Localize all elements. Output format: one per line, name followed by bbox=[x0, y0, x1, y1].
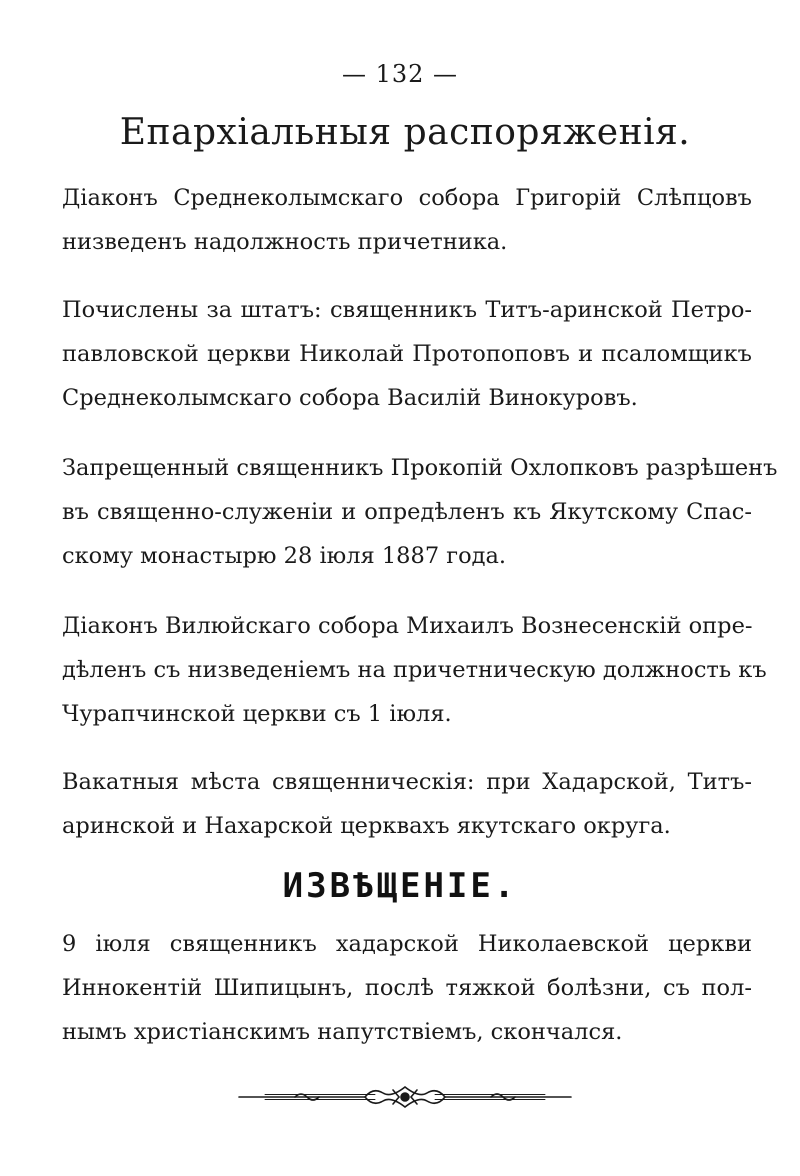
paragraph-line: нымъ христіанскимъ напутствіемъ, скончался. bbox=[62, 1019, 623, 1045]
notice-paragraph bbox=[62, 922, 752, 1054]
paragraph-5 bbox=[62, 760, 752, 848]
paragraph-4 bbox=[62, 604, 767, 736]
paragraph-line: дѣленъ съ низведеніемъ на причетническую должность къ bbox=[62, 657, 767, 683]
paragraph-line: Запрещенный священникъ Прокопій Охлопковъ разрѣшенъ bbox=[62, 455, 778, 481]
notice-title: ИЗВѢЩЕНІЕ. bbox=[282, 866, 518, 906]
paragraph-line: скому монастырю 28 іюля 1887 года. bbox=[62, 543, 507, 569]
paragraph-line: Почислены за штатъ: священникъ Титъ-аринской Петро- bbox=[62, 297, 752, 323]
paragraph-line: въ священно-служеніи и опредѣленъ къ Якутскому Спас- bbox=[62, 499, 752, 525]
paragraph-line: Иннокентій Шипицынъ, послѣ тяжкой болѣзни, съ пол- bbox=[62, 975, 752, 1001]
ornament-divider-icon bbox=[235, 1082, 575, 1112]
paragraph-line: Діаконъ Вилюйскаго собора Михаилъ Вознесенскій опре- bbox=[62, 613, 753, 639]
paragraph-line: Вакатныя мѣста священническія: при Хадарской, Титъ- bbox=[62, 769, 752, 795]
section-title: Епархіальныя распоряженія. bbox=[119, 112, 691, 153]
paragraph-line: аринской и Нахарской церквахъ якутскаго округа. bbox=[62, 813, 671, 839]
paragraph-line: павловской церкви Николай Протопоповъ и псаломщикъ bbox=[62, 341, 752, 367]
paragraph-line: Чурапчинской церкви съ 1 іюля. bbox=[62, 701, 452, 727]
paragraph-1 bbox=[62, 176, 752, 264]
paragraph-line: Діаконъ Среднеколымскаго собора Григорій Слѣпцовъ bbox=[62, 185, 752, 211]
paragraph-3 bbox=[62, 446, 778, 578]
page-number: — 132 — bbox=[341, 60, 459, 88]
paragraph-line: низведенъ надолжность причетника. bbox=[62, 229, 508, 255]
paragraph-2 bbox=[62, 288, 752, 420]
paragraph-line: 9 іюля священникъ хадарской Николаевской церкви bbox=[62, 931, 752, 957]
paragraph-line: Среднеколымскаго собора Василій Винокуровъ. bbox=[62, 385, 638, 411]
